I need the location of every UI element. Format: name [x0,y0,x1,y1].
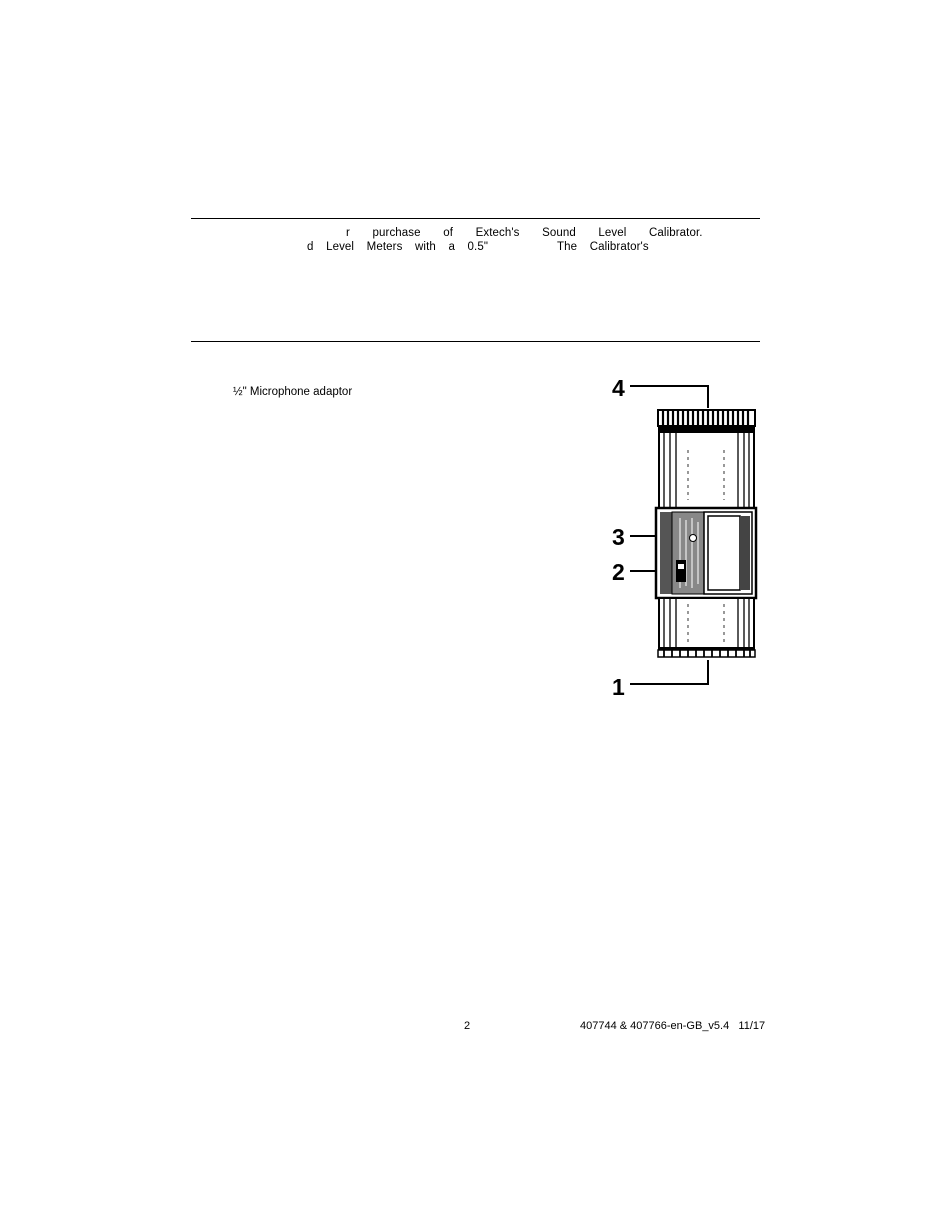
calibrator-illustration [600,370,770,700]
lower-body [659,598,754,648]
page-number: 2 [464,1020,471,1032]
callout-number-2: 2 [612,559,625,585]
callout-number-4: 4 [612,375,625,401]
indicator-led [690,535,697,542]
bottom-divider [191,341,760,342]
intro-text-line-2-right: The Calibrator's [557,241,649,253]
power-switch [676,560,686,582]
top-divider [191,218,760,219]
callout-number-1: 1 [612,674,625,700]
intro-text-line-2-left: d Level Meters with a 0.5" [307,241,488,253]
bottom-knurled-ring [658,648,755,657]
middle-housing [656,508,756,598]
document-id: 407744 & 407766-en-GB_v5.4 11/17 [580,1020,766,1032]
callout-number-3: 3 [612,524,625,550]
upper-body [659,432,754,508]
microphone-adaptor-label: ½" Microphone adaptor [233,386,353,398]
top-knurled-ring [658,410,755,432]
intro-text-line-1: r purchase of Extech's Sound Level Calibrator. [346,227,703,239]
